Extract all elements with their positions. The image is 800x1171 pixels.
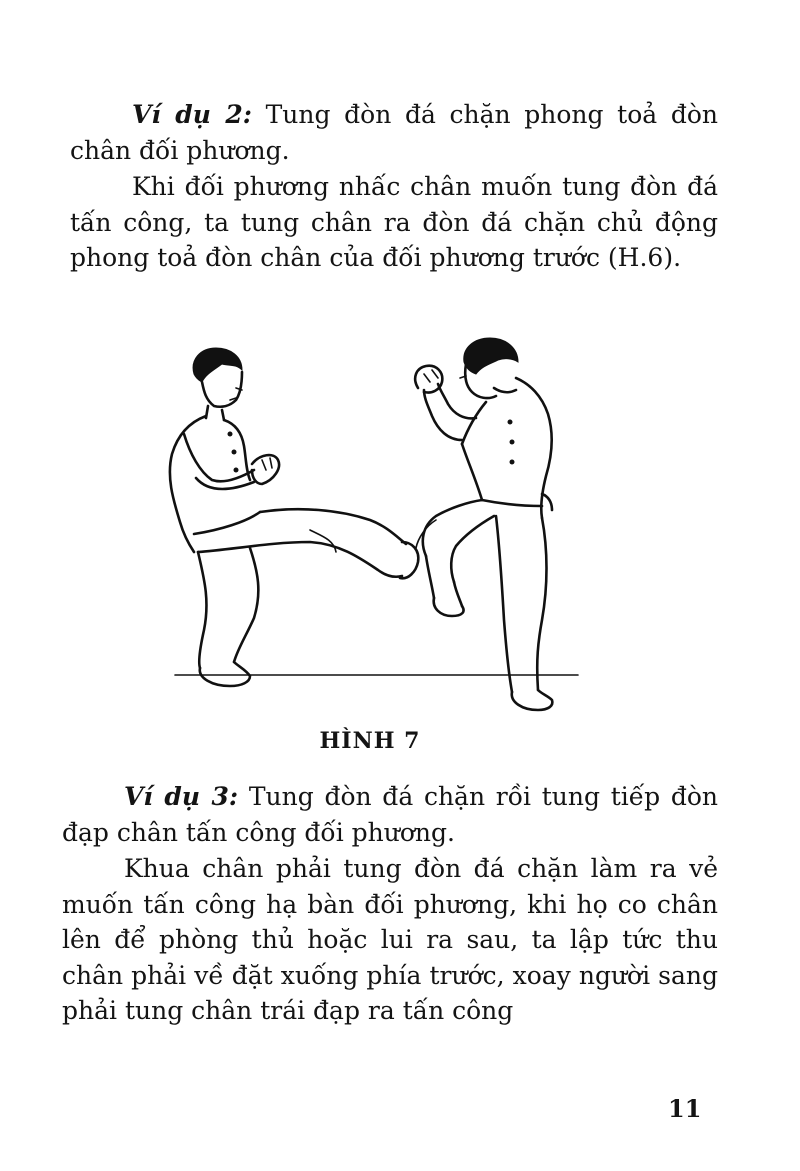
- fighters-illustration: [150, 330, 590, 725]
- right-fighter-figure: [415, 338, 552, 710]
- block-kick-description: Khi đối phương nhấc chân muốn tung đòn đá tấn công, ta tung chân ra đòn đá chặn chủ động phong toả đòn chân của đối phương trước (H.6).: [70, 172, 718, 272]
- example-3-lead: Ví dụ 3:: [124, 782, 239, 811]
- example-2-lead: Ví dụ 2:: [132, 100, 252, 129]
- feint-kick-description: Khua chân phải tung đòn đá chặn làm ra vẻ muốn tấn công hạ bàn đối phương, khi họ co chân lên để phòng thủ hoặc lui ra sau, ta lập tức thu chân phải về đặt xuống phía trước, xoay người sang phải tung chân trái đạp ra tấn công: [62, 854, 718, 1025]
- example-2-text: Tung đòn đá chặn phong toả đòn chân đối phương.: [70, 100, 718, 165]
- page-number: 11: [668, 1094, 702, 1123]
- figure-caption: HÌNH 7: [319, 728, 421, 754]
- example-2-paragraph: [70, 97, 718, 168]
- left-fighter-figure: [170, 348, 418, 686]
- example-3-text: Tung đòn đá chặn rồi tung tiếp đòn đạp chân tấn công đối phương.: [62, 782, 718, 847]
- example-3-paragraph: [62, 779, 718, 850]
